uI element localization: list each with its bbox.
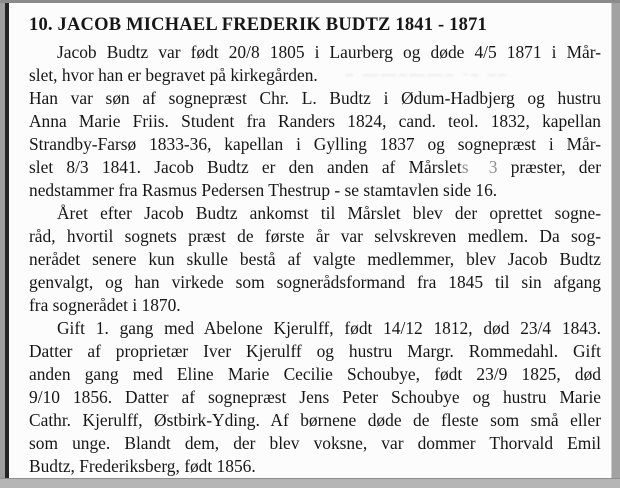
text-line: som unge. Blandt dem, der blev voksne, var dommer Thorvald Emil — [29, 433, 601, 453]
text-line: Gift 1. gang med Abelone Kjerulff, født 14/12 1812, død 23/4 1843. — [57, 318, 601, 338]
faded-inserted-number: s 3 — [461, 157, 498, 177]
text-line: Jacob Budtz var født 20/8 1805 i Laurberg og døde 4/5 1871 i Mår- — [57, 42, 601, 62]
text-line: anden gang med Eline Marie Cecilie Schoubye, født 23/9 1825, død — [29, 364, 601, 384]
text-line: nedstammer fra Rasmus Pedersen Thestrup - se stamtavlen side 16. — [29, 180, 498, 200]
scanner-margin-top — [0, 0, 620, 3]
text-line: Datter af proprietær Iver Kjerulff og hustru Margr. Rommedahl. Gift — [29, 341, 601, 361]
page — [9, 3, 611, 478]
scanner-margin-left — [0, 0, 5, 488]
text-line: Budtz, Frederiksberg, født 1856. — [29, 456, 256, 476]
scanner-margin-bottom — [0, 478, 620, 488]
text-line: slet 8/3 1841. Jacob Budtz er den anden af Mårslets 3 præster, der — [29, 157, 601, 177]
text-line: råd, hvortil sognets præst de første år var selvskreven medlem. Da sog- — [29, 226, 601, 246]
scanner-margin-right — [611, 0, 620, 488]
text-line: genvalgt, og han virkede som sognerådsformand fra 1845 til sin afgang — [29, 272, 601, 292]
text-line: Strandby-Farsø 1833-36, kapellan i Gylling 1837 og sognepræst i Mår- — [29, 134, 601, 154]
page-edge-line — [5, 3, 9, 478]
text-line: 9/10 1856. Datter af sognepræst Jens Peter Schoubye og hustru Marie — [29, 387, 601, 407]
text-line: Cathr. Kjerulff, Østbirk-Yding. Af børnene døde de fleste som små eller — [29, 410, 601, 430]
text-line: slet, hvor han er begravet på kirkegården. – ——–——– ·– –– — [29, 65, 510, 85]
text-line: nerådet senere kun skulle bestå af valgte medlemmer, blev Jacob Budtz — [29, 249, 601, 269]
page-content — [29, 13, 601, 478]
document-heading: 10. JACOB MICHAEL FREDERIK BUDTZ 1841 - 1871 — [29, 15, 487, 35]
erased-text-smudge: – ——–——– ·– –– — [345, 67, 510, 83]
text-line: fra sognerådet i 1870. — [29, 295, 181, 315]
text-line: Anna Marie Friis. Student fra Randers 1824, cand. teol. 1832, kapellan — [29, 111, 601, 131]
text-line: Året efter Jacob Budtz ankomst til Mårslet blev der oprettet sogne- — [57, 203, 601, 223]
text-line: Han var søn af sognepræst Chr. L. Budtz i Ødum-Hadbjerg og hustru — [29, 88, 601, 108]
